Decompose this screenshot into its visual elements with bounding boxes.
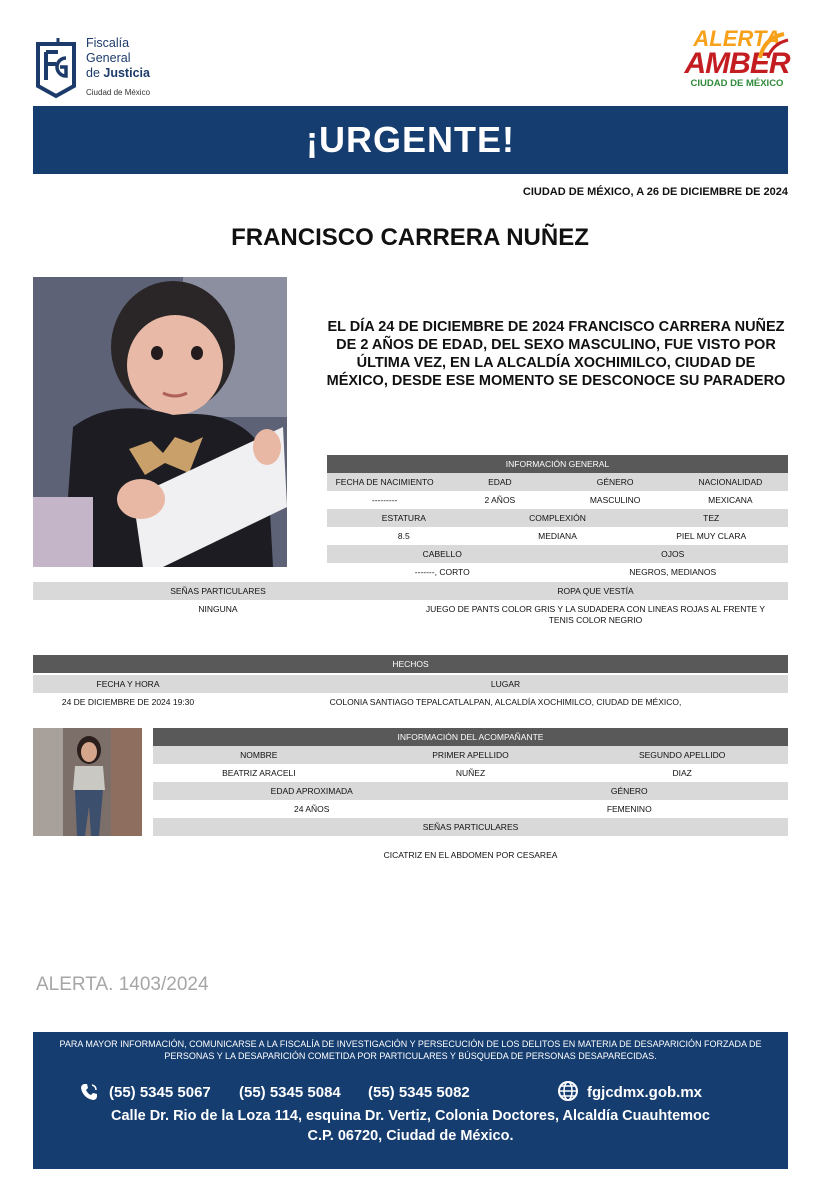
globe-icon — [557, 1080, 579, 1102]
facts-table — [33, 655, 788, 711]
features-table — [33, 582, 788, 626]
fgj-line-3-bold: Justicia — [103, 66, 150, 80]
date-line: CIUDAD DE MÉXICO, A 26 DE DICIEMBRE DE 2024 — [522, 186, 788, 198]
footer — [33, 1032, 788, 1169]
value-datetime: 24 DE DICIEMBRE DE 2024 19:30 — [61, 697, 195, 707]
value-companion-features: CICATRIZ EN EL ABDOMEN POR CESAREA — [383, 850, 558, 860]
general-header-row-2 — [327, 509, 788, 527]
header-companion-gender: GÉNERO — [610, 786, 648, 796]
header-eyes: OJOS — [661, 549, 685, 559]
header-hair: CABELLO — [422, 549, 462, 559]
value-companion-gender: FEMENINO — [606, 804, 652, 814]
header-height: ESTATURA — [381, 513, 426, 523]
general-info-title: INFORMACIÓN GENERAL — [327, 455, 788, 473]
value-eyes: NEGROS, MEDIANOS — [629, 567, 717, 577]
amber-wave-icon — [758, 30, 790, 60]
companion-header-row-1 — [153, 746, 788, 764]
fgj-emblem-icon — [34, 36, 80, 100]
general-header-row-3 — [327, 545, 788, 563]
value-place: COLONIA SANTIAGO TEPALCATLALPAN, ALCALDÍA XOCHIMILCO, CIUDAD DE MÉXICO, — [329, 697, 682, 707]
general-value-row-3 — [327, 563, 788, 581]
companion-header-row-3 — [153, 818, 788, 836]
website-link[interactable]: fgjcdmx.gob.mx — [587, 1084, 703, 1101]
description: EL DÍA 24 DE DICIEMBRE DE 2024 FRANCISCO CARRERA NUÑEZ DE 2 AÑOS DE EDAD, DEL SEXO MASCULINO, FUE VISTO POR ÚLTIMA VEZ, EN LA ALCALDÍA XOCHIMILCO, CIUDAD DE MÉXICO, DESDE ESE MOMENTO SE DESCONOCE SU PARADERO — [326, 319, 786, 389]
fgj-logo — [34, 32, 164, 102]
companion-photo — [33, 728, 142, 836]
companion-table — [153, 728, 788, 836]
header-companion-features: SEÑAS PARTICULARES — [422, 822, 519, 832]
value-skin: PIEL MUY CLARA — [676, 531, 747, 541]
header-clothing: ROPA QUE VESTÍA — [557, 586, 634, 596]
fgj-line-2: General — [86, 51, 131, 65]
companion-value-row-1 — [153, 764, 788, 782]
value-approx-age: 24 AÑOS — [294, 804, 330, 814]
general-info-table — [327, 455, 788, 581]
header-skin: TEZ — [703, 513, 720, 523]
amber-line-2: AMBER — [684, 47, 790, 80]
companion-title: INFORMACIÓN DEL ACOMPAÑANTE — [153, 728, 788, 746]
missing-person-photo — [33, 277, 287, 567]
header-age: EDAD — [488, 477, 512, 487]
phone-3[interactable]: (55) 5345 5082 — [368, 1084, 470, 1101]
value-surname-2: DIAZ — [672, 768, 692, 778]
footer-address — [33, 1106, 788, 1146]
general-value-row-1 — [327, 491, 788, 509]
header-name: NOMBRE — [240, 750, 278, 760]
value-nationality: MEXICANA — [708, 495, 753, 505]
header-birthdate: FECHA DE NACIMIENTO — [335, 477, 434, 487]
address-line-2: C.P. 06720, Ciudad de México. — [307, 1128, 514, 1144]
urgent-banner: ¡URGENTE! — [33, 106, 788, 174]
features-header-row — [33, 582, 788, 600]
amber-line-3: CIUDAD DE MÉXICO — [690, 78, 784, 89]
value-build: MEDIANA — [538, 531, 577, 541]
value-name: BEATRIZ ARACELI — [222, 768, 296, 778]
companion-header-row-2 — [153, 782, 788, 800]
header-build: COMPLEXIÓN — [529, 513, 586, 523]
value-gender: MASCULINO — [589, 495, 641, 505]
features-value-row — [33, 600, 788, 626]
companion-photo-icon — [33, 728, 142, 836]
value-age: 2 AÑOS — [484, 495, 516, 505]
phone-2[interactable]: (55) 5345 5084 — [239, 1084, 341, 1101]
header-approx-age: EDAD APROXIMADA — [270, 786, 353, 796]
amber-line-1: ALERTA — [693, 26, 781, 51]
footer-info: PARA MAYOR INFORMACIÓN, COMUNICARSE A LA FISCALÍA DE INVESTIGACIÓN Y PERSECUCIÓN DE LOS DELITOS EN MATERIA DE DESAPARICIÓN FORZADA DE PERSONAS Y LA DESAPARICIÓN COMETIDA POR PARTICULARES Y BÚSQUEDA DE PERSONAS DESAPARECIDAS. — [59, 1039, 762, 1061]
header-place: LUGAR — [490, 679, 521, 689]
companion-value-row-2 — [153, 800, 788, 818]
general-value-row-2 — [327, 527, 788, 545]
header-surname-1: PRIMER APELLIDO — [432, 750, 509, 760]
fgj-line-1: Fiscalía — [86, 36, 130, 50]
value-surname-1: NUÑEZ — [455, 768, 486, 778]
fgj-line-4: Ciudad de México — [86, 88, 151, 97]
person-name: FRANCISCO CARRERA NUÑEZ — [231, 224, 589, 251]
header-gender: GÉNERO — [596, 477, 634, 487]
phone-icon — [79, 1082, 99, 1102]
value-height: 8.5 — [397, 531, 410, 541]
value-hair: -------, CORTO — [414, 567, 470, 577]
value-birthdate: --------- — [371, 495, 398, 505]
child-photo-icon — [33, 277, 287, 567]
facts-value-row — [33, 693, 788, 711]
value-clothing: JUEGO DE PANTS COLOR GRIS Y LA SUDADERA CON LINEAS ROJAS AL FRENTE Y TENIS COLOR NEGRIO — [425, 604, 766, 625]
facts-title: HECHOS — [33, 655, 788, 673]
address-line-1: Calle Dr. Rio de la Loza 114, esquina Dr. Vertiz, Colonia Doctores, Alcaldía Cuauhtemoc — [111, 1108, 710, 1124]
header-surname-2: SEGUNDO APELLIDO — [638, 750, 726, 760]
value-features: NINGUNA — [198, 604, 238, 614]
facts-header-row — [33, 675, 788, 693]
general-header-row-1 — [327, 473, 788, 491]
fgj-line-3-prefix: de — [86, 66, 100, 80]
phone-1[interactable]: (55) 5345 5067 — [109, 1084, 211, 1101]
header-features: SEÑAS PARTICULARES — [170, 586, 266, 596]
alerta-amber-logo — [682, 28, 792, 102]
alert-number: ALERTA. 1403/2024 — [36, 974, 209, 995]
header-nationality: NACIONALIDAD — [698, 477, 763, 487]
header-datetime: FECHA Y HORA — [96, 679, 160, 689]
